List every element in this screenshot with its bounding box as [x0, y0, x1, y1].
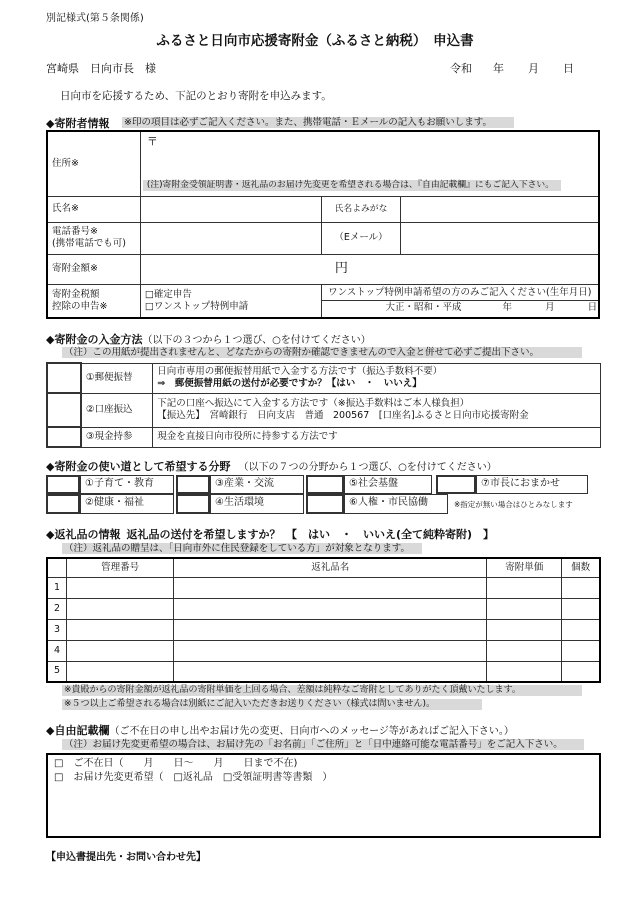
- email-field[interactable]: [401, 222, 599, 254]
- phone-label: 電話番号※ (携帯電話でも可): [47, 222, 140, 254]
- onestop-note: ワンストップ特例申請希望の方のみご記入ください(生年月日): [322, 286, 599, 301]
- usage-choice-7[interactable]: [436, 475, 476, 494]
- birthdate-field[interactable]: [321, 284, 599, 318]
- gift-qty-cell[interactable]: [562, 598, 600, 619]
- tax-option-onestop[interactable]: □ワンストップ特例申請: [144, 300, 249, 312]
- date-year: 年: [493, 62, 504, 75]
- gift-row-number: 3: [47, 619, 67, 640]
- gift-price-cell[interactable]: [487, 619, 562, 640]
- gift-table: [46, 557, 601, 683]
- donor-heading: ◆寄附者情報: [46, 117, 110, 130]
- date-month: 月: [528, 62, 539, 75]
- usage-option-5: ⑤社会基盤: [344, 475, 432, 494]
- name-field[interactable]: [140, 196, 321, 222]
- payment-choice-1[interactable]: [47, 363, 81, 393]
- furigana-field[interactable]: [401, 196, 599, 222]
- gift-row-number: 1: [47, 577, 67, 598]
- usage-option-7: ⑦市長におまかせ: [476, 475, 588, 494]
- address-field[interactable]: [140, 131, 599, 196]
- tax-option-kakutei[interactable]: □確定申告: [144, 288, 192, 300]
- gift-col-qty: 個数: [562, 558, 600, 577]
- gift-price-cell[interactable]: [487, 640, 562, 661]
- usage-footnote: ※指定が無い場合はひとみなします: [454, 500, 573, 509]
- usage-choice-4[interactable]: [176, 494, 210, 514]
- free-heading-row: [46, 724, 514, 738]
- gift-row-number: 5: [47, 661, 67, 682]
- date-era: 令和: [450, 62, 472, 75]
- address-note: (注)寄附金受領証明書・返礼品のお届け先変更を希望される場合は、『自由記載欄』にもご記入下さい。: [143, 180, 561, 191]
- tax-label: 寄附金税額 控除の申告※: [47, 284, 140, 318]
- free-heading-note: （ご不在日の申し出やお届け先の変更、日向市へのメッセージ等があればご記入下さい。）: [109, 726, 514, 737]
- usage-choice-1[interactable]: [46, 475, 80, 494]
- donor-table: [46, 130, 600, 319]
- payment-heading-note: （以下の３つから１つ選び、○を付けてください）: [142, 335, 371, 346]
- payment-note: （注）この用紙が提出されませんと、どなたからの寄附か確認できませんので入金と併せて必ずご提出下さい。: [62, 347, 582, 358]
- gift-name-cell[interactable]: [174, 619, 487, 640]
- gift-question: 返礼品の送付を希望しますか？ 【 はい ・ いいえ(全て純粋寄附) 】: [126, 528, 495, 541]
- gift-price-cell[interactable]: [487, 577, 562, 598]
- amount-label: 寄附金額※: [47, 254, 140, 284]
- free-heading: ◆自由記載欄: [46, 724, 110, 737]
- gift-qty-cell[interactable]: [562, 640, 600, 661]
- gift-heading: ◆返礼品の情報: [46, 528, 121, 541]
- gift-price-cell[interactable]: [487, 598, 562, 619]
- page-title: ふるさと日向市応援寄附金（ふるさと納税） 申込書: [156, 33, 474, 49]
- gift-qty-cell[interactable]: [562, 661, 600, 682]
- free-text-area[interactable]: [46, 753, 601, 838]
- usage-heading: ◆寄附金の使い道として希望する分野: [46, 460, 231, 473]
- form-reference: 別記様式(第５条関係): [46, 13, 144, 24]
- payment-choice-2[interactable]: [47, 393, 81, 427]
- gift-qty-cell[interactable]: [562, 577, 600, 598]
- gift-price-cell[interactable]: [487, 661, 562, 682]
- gift-qty-cell[interactable]: [562, 619, 600, 640]
- usage-option-2: ②健康・福祉: [80, 494, 174, 514]
- name-label: 氏名※: [47, 196, 140, 222]
- gift-header-blank: [47, 558, 67, 577]
- payment-desc-1: 日向市専用の郵便振替用紙で入金する方法です（振込手数料不要） ⇒ 郵便振替用紙の送付が必要ですか？【はい ・ いいえ】: [153, 363, 601, 393]
- free-note: （注）お届け先変更希望の場合は、お届け先の「お名前」「ご住所」と「日中連絡可能な電話番号」をご記入下さい。: [62, 739, 584, 750]
- gift-name-cell[interactable]: [174, 640, 487, 661]
- gift-code-cell[interactable]: [67, 640, 174, 661]
- usage-choice-2[interactable]: [46, 494, 80, 514]
- payment-table: [46, 362, 601, 448]
- birth-eras: 大正・昭和・平成: [385, 302, 462, 314]
- addressee: 宮崎県 日向市長 様: [46, 62, 156, 75]
- furigana-label: 氏名よみがな: [321, 196, 401, 222]
- usage-option-6: ⑥人権・市民協働: [344, 494, 448, 514]
- gift-footnote-2: ※５つ以上ご希望される場合は別紙にご記入いただきお送りください（様式は問いません)。: [62, 699, 482, 710]
- intro-text: 日向市を応援するため、下記のとおり寄附を申込みます。: [60, 90, 332, 102]
- gift-row-number: 2: [47, 598, 67, 619]
- email-label: （Eメール）: [321, 222, 401, 254]
- payment-label-3: ③現金持参: [81, 427, 153, 447]
- gift-name-cell[interactable]: [174, 577, 487, 598]
- birth-day: 日: [587, 302, 598, 314]
- donor-note: ※印の項目は必ずご記入ください。また、携帯電話・Ｅメールの記入もお願いします。: [122, 117, 514, 128]
- payment-desc-2: 下記の口座へ振込にて入金する方法です（※振込手数料はご本人様負担） 【振込先】 宮崎銀行 日向支店 普通 200567 [口座名]ふるさと日向市応援寄附金: [153, 393, 601, 427]
- usage-choice-6[interactable]: [306, 494, 344, 514]
- payment-label-1: ①郵便振替: [81, 363, 153, 393]
- gift-heading-row: [46, 528, 494, 542]
- birth-month: 月: [545, 302, 555, 314]
- gift-footnote-1: ※貴殿からの寄附金額が返礼品の寄附単価を上回る場合、差額は純粋なご寄附としてありがたく頂戴いたします。: [62, 685, 582, 696]
- gift-col-price: 寄附単価: [487, 558, 562, 577]
- postal-mark: 〒: [146, 135, 158, 148]
- usage-option-1: ①子育て・教育: [80, 475, 174, 494]
- contact-heading: 【申込書提出先・お問い合わせ先】: [46, 852, 206, 863]
- gift-code-cell[interactable]: [67, 598, 174, 619]
- birth-year: 年: [502, 302, 513, 314]
- date-day: 日: [563, 62, 574, 75]
- gift-row-number: 4: [47, 640, 67, 661]
- usage-heading-note: （以下の７つの分野から１つ選び、○を付けてください）: [238, 462, 497, 473]
- usage-choice-3[interactable]: [176, 475, 210, 494]
- payment-desc-3: 現金を直接日向市役所に持参する方法です: [153, 427, 601, 447]
- gift-note: （注）返礼品の贈呈は、「日向市外に住民登録をしている方」が対象となります。: [62, 543, 422, 554]
- amount-field[interactable]: [140, 254, 599, 284]
- payment-choice-3[interactable]: [47, 427, 81, 447]
- absence-option[interactable]: □ ご不在日（ 月 日～ 月 日まで不在): [54, 758, 298, 769]
- yen-unit: 円: [334, 260, 348, 276]
- gift-col-name: 返礼品名: [174, 558, 487, 577]
- gift-col-code: 管理番号: [67, 558, 174, 577]
- phone-field[interactable]: [140, 222, 321, 254]
- usage-choice-5[interactable]: [306, 475, 344, 494]
- gift-name-cell[interactable]: [174, 598, 487, 619]
- delivery-change-option[interactable]: □ お届け先変更希望（ □返礼品 □受領証明書等書類 ）: [54, 772, 333, 783]
- tax-options[interactable]: [140, 284, 321, 318]
- address-label: 住所※: [47, 131, 140, 196]
- gift-name-cell[interactable]: [174, 661, 487, 682]
- payment-label-2: ②口座振込: [81, 393, 153, 427]
- usage-option-3: ③産業・交流: [210, 475, 304, 494]
- gift-code-cell[interactable]: [67, 577, 174, 598]
- gift-code-cell[interactable]: [67, 619, 174, 640]
- usage-option-4: ④生活環境: [210, 494, 304, 514]
- usage-heading-row: [46, 460, 497, 474]
- payment-heading: ◆寄附金の入金方法: [46, 333, 143, 346]
- payment-heading-row: [46, 333, 371, 347]
- gift-code-cell[interactable]: [67, 661, 174, 682]
